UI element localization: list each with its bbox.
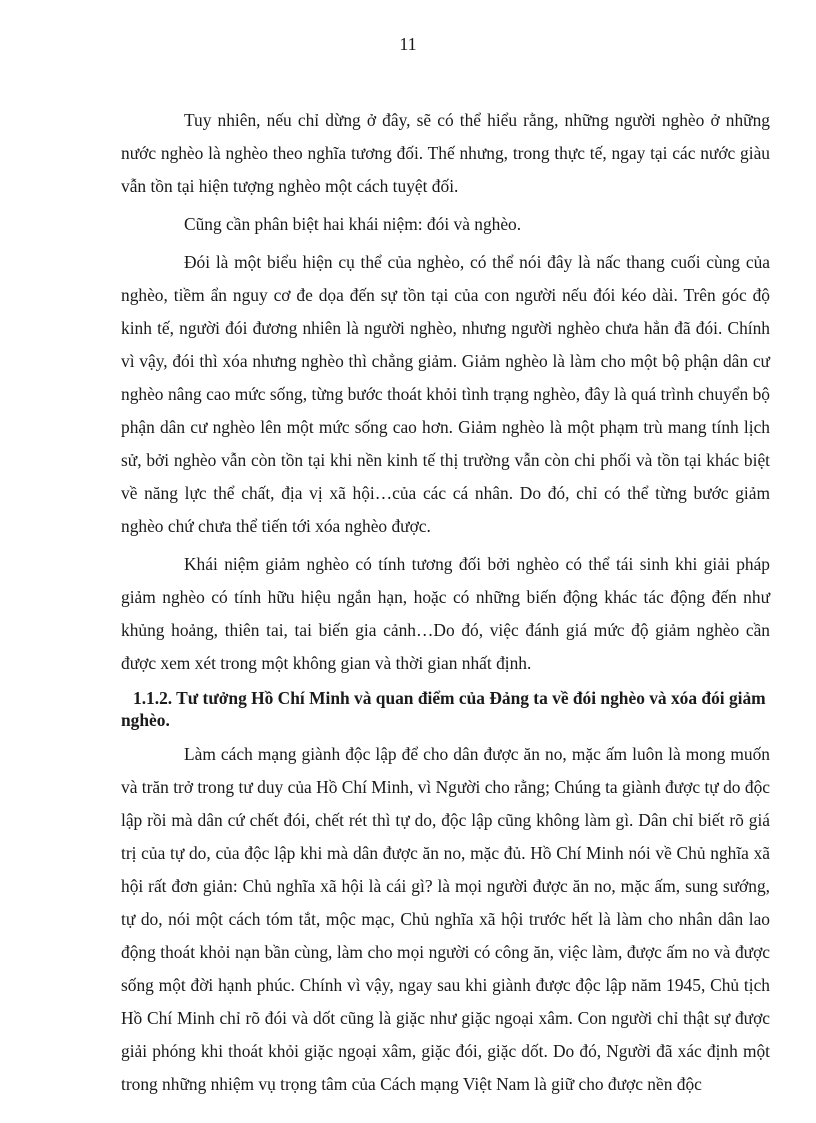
paragraph-relative-poverty: Tuy nhiên, nếu chỉ dừng ở đây, sẽ có thể hiểu rằng, những người nghèo ở những nước nghèo là nghèo theo nghĩa tương đối. Thế nhưng, trong thực tế, ngay tại các nước giàu vẫn tồn tại hiện tượng nghèo một cách tuyệt đối. — [121, 110, 770, 196]
paragraph-ho-chi-minh-thought: Làm cách mạng giành độc lập để cho dân được ăn no, mặc ấm luôn là mong muốn và trăn trở trong tư duy của Hồ Chí Minh, vì Người cho rằng; Chúng ta giành được tự do độc lập rồi mà dân cứ chết đói, chết rét thì tự do, độc lập cũng không làm gì. Dân chỉ biết rõ giá trị của tự do, của độc lập khi mà dân được ăn no, mặc đủ. Hồ Chí Minh nói về Chủ nghĩa xã hội rất đơn giản: Chủ nghĩa xã hội là cái gì? là mọi người được ăn no, mặc ấm, sung sướng, tự do, nói một cách tóm tắt, mộc mạc, Chủ nghĩa xã hội trước hết là làm cho nhân dân lao động thoát khỏi nạn bần cùng, làm cho mọi người có công ăn, việc làm, được ấm no và được sống một đời hạnh phúc. Chính vì vậy, ngay sau khi giành được độc lập năm 1945, Chủ tịch Hồ Chí Minh chỉ rõ đói và dốt cũng là giặc như giặc ngoại xâm. Con người chỉ thật sự được giải phóng khi thoát khỏi giặc ngoại xâm, giặc đói, giặc dốt. Do đó, Người đã xác định một trong những nhiệm vụ trọng tâm của Cách mạng Việt Nam là giữ cho được nền độc — [121, 744, 770, 1094]
paragraph-hunger-definition: Đói là một biểu hiện cụ thể của nghèo, có thể nói đây là nấc thang cuối cùng của nghèo, tiềm ẩn nguy cơ đe dọa đến sự tồn tại của con người nếu đói kéo dài. Trên góc độ kinh tế, người đói đương nhiên là người nghèo, nhưng người nghèo chưa hẳn đã đói. Chính vì vậy, đói thì xóa nhưng nghèo thì chẳng giảm. Giảm nghèo là làm cho một bộ phận dân cư nghèo nâng cao mức sống, từng bước thoát khỏi tình trạng nghèo, đây là quá trình chuyển bộ phận dân cư nghèo lên một mức sống cao hơn. Giảm nghèo là một phạm trù mang tính lịch sử, bởi nghèo vẫn còn tồn tại khi nền kinh tế thị trường vẫn còn chi phối và tồn tại khác biệt về năng lực thể chất, địa vị xã hội…của các cá nhân. Do đó, chỉ có thể từng bước giảm nghèo chứ chưa thể tiến tới xóa nghèo được. — [121, 252, 770, 536]
paragraph-poverty-reduction-relative: Khái niệm giảm nghèo có tính tương đối bởi nghèo có thể tái sinh khi giải pháp giảm nghèo có tính hữu hiệu ngắn hạn, hoặc có những biến động khác tác động đến như khủng hoảng, thiên tai, tai biến gia cảnh…Do đó, việc đánh giá mức độ giảm nghèo cần được xem xét trong một không gian và thời gian nhất định. — [121, 554, 770, 673]
page-number: 11 — [399, 34, 417, 54]
section-heading: 1.1.2. Tư tưởng Hồ Chí Minh và quan điểm của Đảng ta về đói nghèo và xóa đói giảm nghèo. — [121, 688, 766, 730]
paragraph-distinguish-concepts: Cũng cần phân biệt hai khái niệm: đói và nghèo. — [184, 214, 522, 234]
document-body — [121, 104, 770, 1106]
